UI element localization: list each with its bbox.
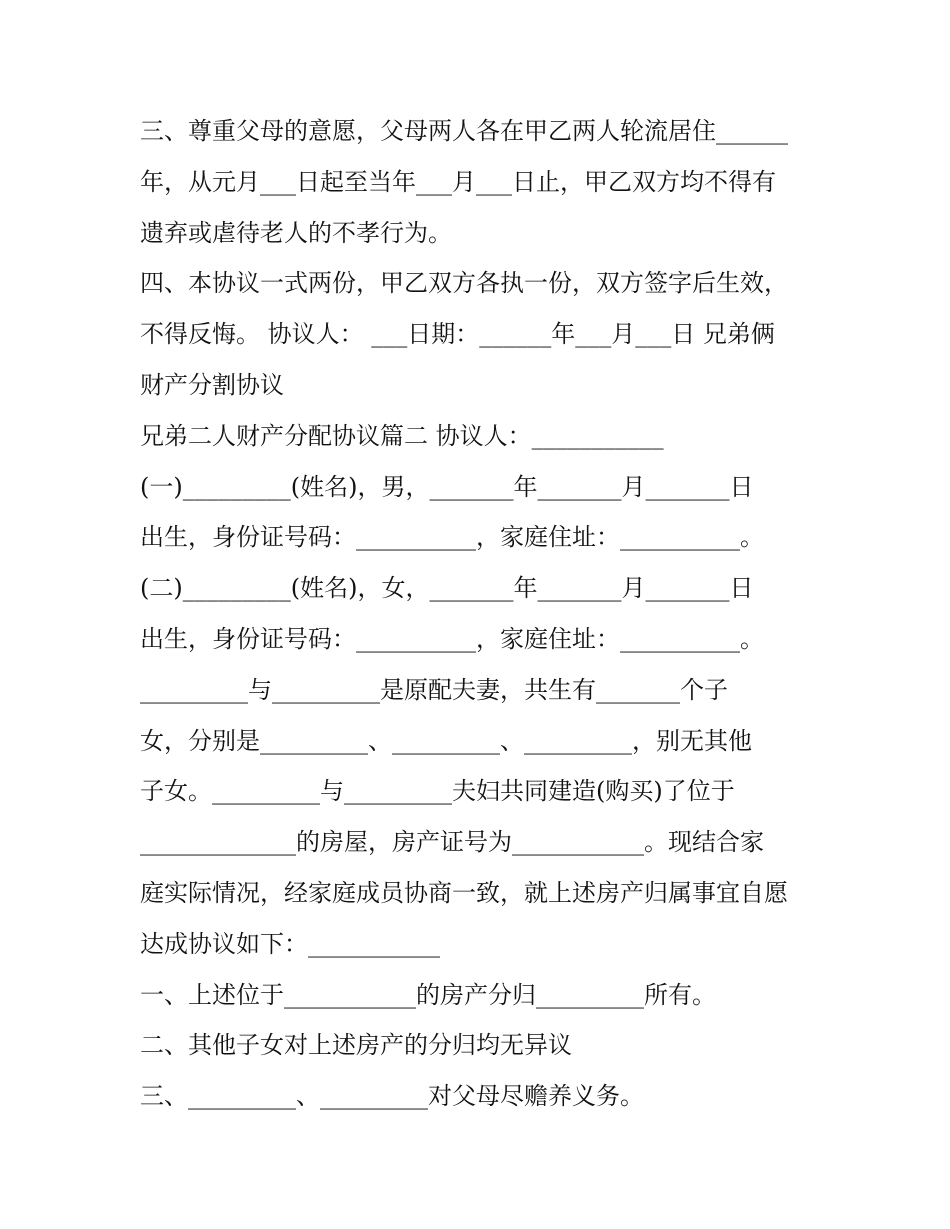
document-body [140, 106, 820, 1122]
text-line: _____________的房屋，房产证号为___________。现结合家 [140, 828, 764, 857]
text-line: 财产分割协议 [140, 370, 284, 399]
text-line: 遗弃或虐待老人的不孝行为。 [140, 218, 452, 247]
text-line: 女，分别是_________、_________、_________，别无其他 [140, 726, 752, 755]
text-line: 兄弟二人财产分配协议篇二 协议人：___________ [140, 421, 664, 450]
text-line: 出生，身份证号码：__________，家庭住址：__________。 [140, 523, 764, 552]
text-line: 子女。_________与_________夫妇共同建造(购买)了位于 [140, 777, 735, 806]
text-line: _________与_________是原配夫妻，共生有_______个子 [140, 675, 728, 704]
text-line: (二)_________(姓名)，女，_______年_______月_______日 [140, 574, 754, 603]
text-line: 三、_________、_________对父母尽赡养义务。 [140, 1082, 644, 1111]
text-line: 三、尊重父母的意愿，父母两人各在甲乙两人轮流居住______ [140, 117, 788, 145]
text-line: 出生，身份证号码：__________，家庭住址：__________。 [140, 624, 764, 653]
text-line: 不得反悔。 协议人： ___日期：______年___月___日 兄弟俩 [140, 320, 775, 349]
text-line: 达成协议如下：___________ [140, 929, 440, 958]
text-line: 年，从元月___日起至当年___月___日止，甲乙双方均不得有 [140, 167, 776, 196]
text-line: 一、上述位于___________的房产分归_________所有。 [140, 980, 716, 1009]
text-line: 二、其他子女对上述房产的分归均无异议 [140, 1031, 572, 1060]
text-line: (一)_________(姓名)，男，_______年_______月_______日 [140, 472, 754, 501]
text-line: 四、本协议一式两份，甲乙双方各执一份，双方签字后生效， [140, 269, 788, 298]
text-line: 庭实际情况，经家庭成员协商一致，就上述房产归属事宜自愿 [140, 878, 788, 907]
